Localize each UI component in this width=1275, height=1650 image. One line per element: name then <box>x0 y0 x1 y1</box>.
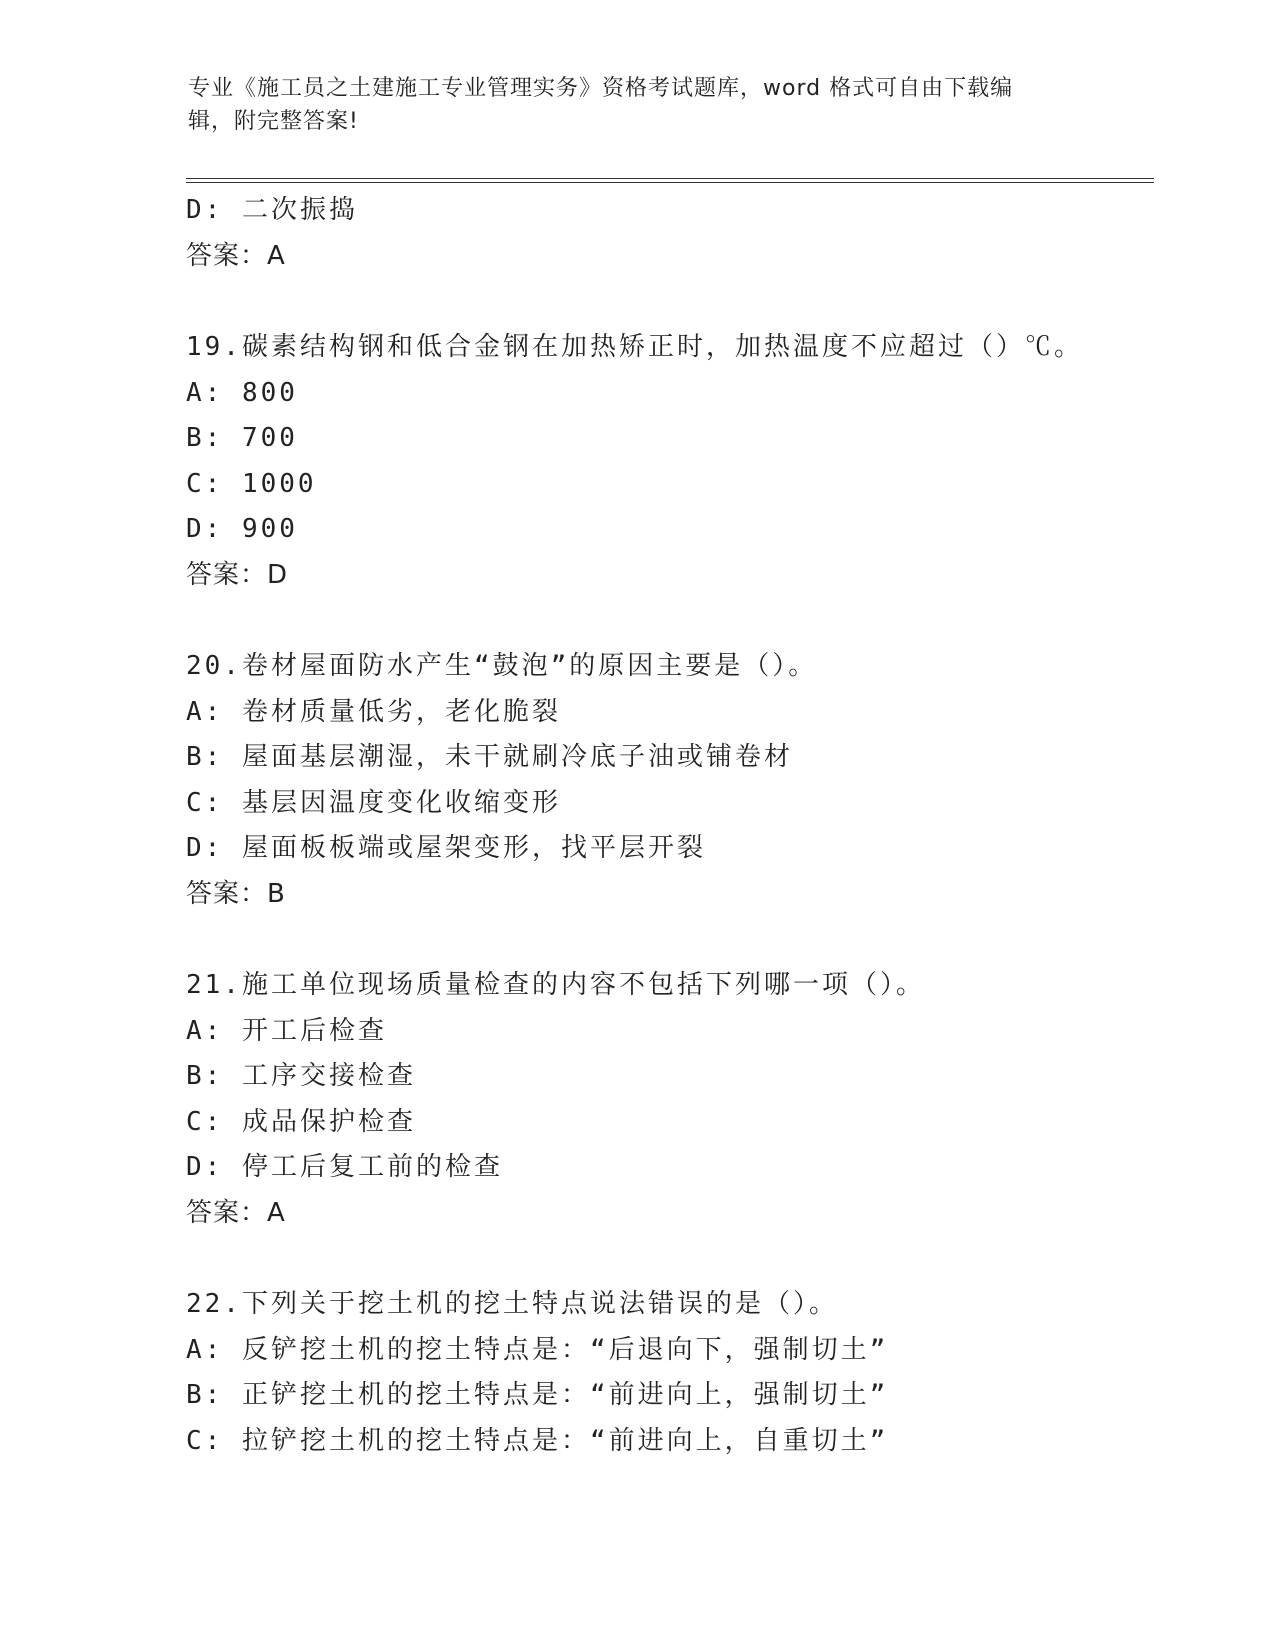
header-line-1: 专业《施工员之土建施工专业管理实务》资格考试题库，word 格式可自由下载编 <box>188 76 1014 101</box>
option-a: A: 开工后检查 <box>186 1015 387 1046</box>
option-c: C: 拉铲挖土机的挖土特点是：“前进向上，自重切土” <box>186 1425 889 1456</box>
option-d: D: 屋面板板端或屋架变形，找平层开裂 <box>186 833 706 863</box>
question-stem: 21.施工单位现场质量检查的内容不包括下列哪一项（）。 <box>186 970 925 1000</box>
option-c: C: 1000 <box>186 468 317 499</box>
option-d: D: 900 <box>186 514 298 544</box>
option-b: B: 屋面基层潮湿，未干就刷冷底子油或铺卷材 <box>186 742 793 772</box>
option-b: B: 工序交接检查 <box>186 1061 416 1091</box>
option-d: D: 停工后复工前的检查 <box>186 1152 503 1182</box>
option-d: D: 二次振捣 <box>186 195 358 225</box>
answer: 答案：A <box>186 1197 286 1228</box>
option-b: B: 700 <box>186 423 298 453</box>
answer: 答案：D <box>186 559 289 590</box>
option-c: C: 基层因温度变化收缩变形 <box>186 787 561 818</box>
option-a: A: 800 <box>186 377 298 408</box>
answer: 答案：A <box>186 240 286 271</box>
option-a: A: 反铲挖土机的挖土特点是：“后退向下，强制切土” <box>186 1334 889 1365</box>
header-line-2: 辑，附完整答案! <box>188 109 359 134</box>
option-b: B: 正铲挖土机的挖土特点是：“前进向上，强制切土” <box>186 1380 889 1410</box>
question-list <box>186 188 1146 1464</box>
spacer <box>186 917 1146 963</box>
spacer <box>186 1236 1146 1282</box>
question-stem: 22.下列关于挖土机的挖土特点说法错误的是（）。 <box>186 1289 838 1319</box>
option-a: A: 卷材质量低劣，老化脆裂 <box>186 696 561 727</box>
spacer <box>186 279 1146 325</box>
answer: 答案：B <box>186 878 286 909</box>
document-header <box>188 72 1068 138</box>
question-stem: 19.碳素结构钢和低合金钢在加热矫正时，加热温度不应超过（）℃。 <box>186 332 1083 362</box>
question-stem: 20.卷材屋面防水产生“鼓泡”的原因主要是（）。 <box>186 651 818 681</box>
option-c: C: 成品保护检查 <box>186 1106 416 1137</box>
header-divider <box>186 178 1154 183</box>
spacer <box>186 598 1146 644</box>
